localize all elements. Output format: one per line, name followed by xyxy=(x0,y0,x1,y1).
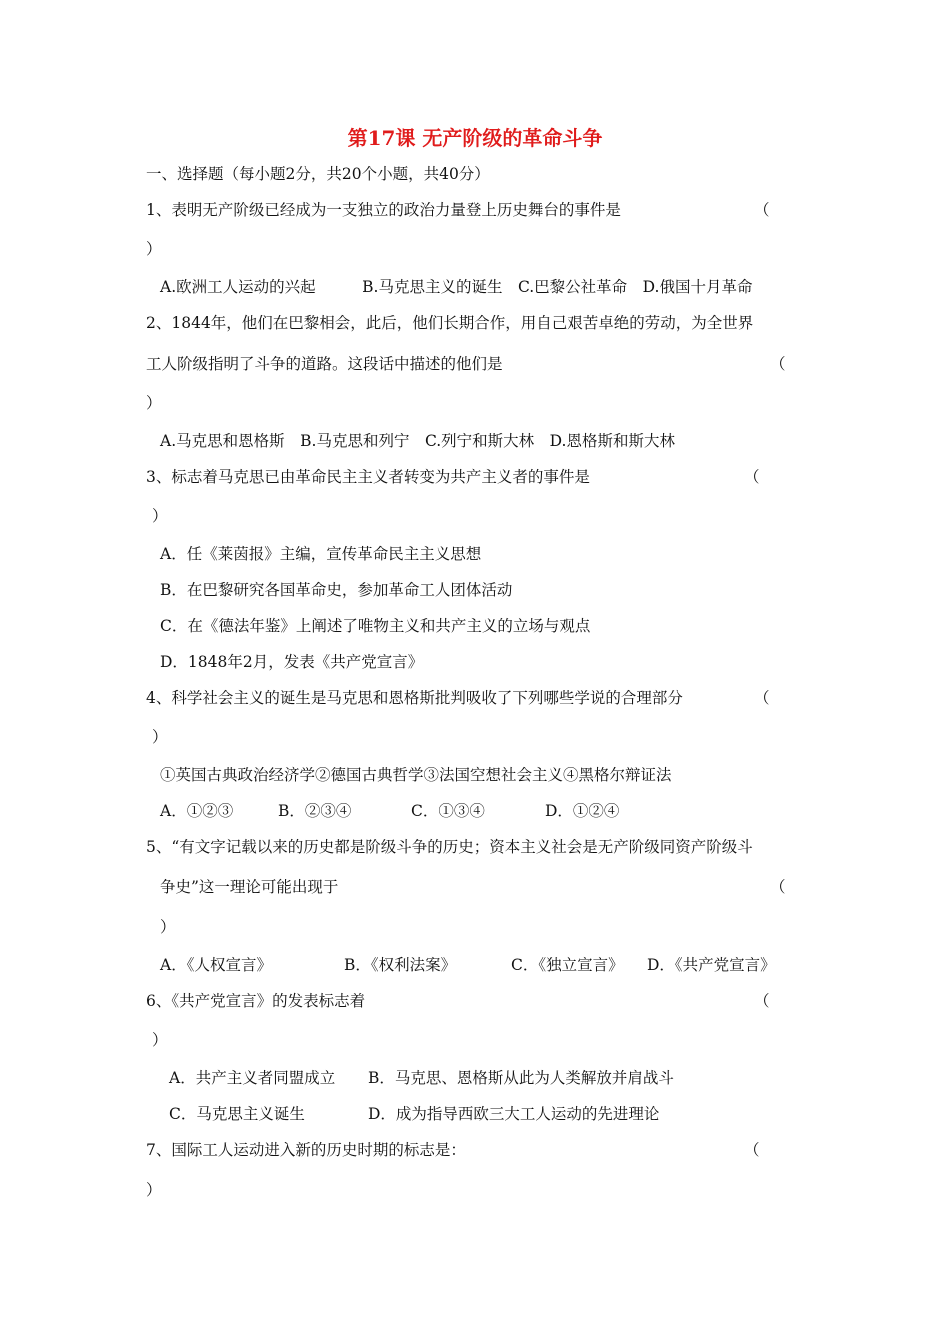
question-6-option-d: D．成为指导西欧三大工人运动的先进理论 xyxy=(368,1105,660,1123)
answer-paren-close: ） xyxy=(146,394,162,412)
question-3-option-a: A．任《莱茵报》主编，宣传革命民主主义思想 xyxy=(160,545,482,563)
question-2-options: A.马克思和恩格斯 B.马克思和列宁 C.列宁和斯大林 D.恩格斯和斯大林 xyxy=(160,432,675,450)
answer-paren-close: ） xyxy=(152,728,168,746)
question-6-option-a: A．共产主义者同盟成立 xyxy=(169,1069,336,1087)
question-5-stem-line2: 争史”这一理论可能出现于 xyxy=(160,878,339,896)
answer-paren-open: （ xyxy=(754,201,770,219)
question-7-stem: 7、国际工人运动进入新的历史时期的标志是： xyxy=(146,1141,466,1159)
answer-paren-open: （ xyxy=(770,355,786,373)
question-1-options: A.欧洲工人运动的兴起 B.马克思主义的诞生 C.巴黎公社革命 D.俄国十月革命 xyxy=(160,278,753,296)
question-1-stem: 1、表明无产阶级已经成为一支独立的政治力量登上历史舞台的事件是 xyxy=(146,201,621,219)
answer-paren-close: ） xyxy=(160,918,176,936)
question-6-option-c: C．马克思主义诞生 xyxy=(169,1105,305,1123)
answer-paren-open: （ xyxy=(744,468,760,486)
question-5-option-c: C．《独立宣言》 xyxy=(511,956,624,974)
question-5-option-b: B．《权利法案》 xyxy=(344,956,457,974)
answer-paren-close: ） xyxy=(146,1181,162,1199)
question-3-option-b: B．在巴黎研究各国革命史，参加革命工人团体活动 xyxy=(160,581,513,599)
question-5-option-d: D．《共产党宣言》 xyxy=(647,956,776,974)
answer-paren-close: ） xyxy=(152,507,168,525)
section-heading: 一、选择题（每小题2分，共20个小题，共40分） xyxy=(146,165,490,183)
question-6-option-b: B．马克思、恩格斯从此为人类解放并肩战斗 xyxy=(368,1069,674,1087)
question-4-stem: 4、科学社会主义的诞生是马克思和恩格斯批判吸收了下列哪些学说的合理部分 xyxy=(146,689,683,707)
question-5-stem-line1: 5、“有文字记载以来的历史都是阶级斗争的历史；资本主义社会是无产阶级同资产阶级斗 xyxy=(146,838,753,856)
question-4-option-b: B．②③④ xyxy=(278,802,352,820)
question-4-option-c: C．①③④ xyxy=(411,802,485,820)
answer-paren-open: （ xyxy=(744,1141,760,1159)
question-4-option-a: A．①②③ xyxy=(160,802,234,820)
answer-paren-open: （ xyxy=(754,992,770,1010)
question-2-stem-line2: 工人阶级指明了斗争的道路。这段话中描述的他们是 xyxy=(146,355,503,373)
question-5-option-a: A．《人权宣言》 xyxy=(160,956,272,974)
answer-paren-close: ） xyxy=(146,240,162,258)
answer-paren-open: （ xyxy=(770,878,786,896)
question-3-stem: 3、标志着马克思已由革命民主主义者转变为共产主义者的事件是 xyxy=(146,468,590,486)
question-3-option-d: D．1848年2月，发表《共产党宣言》 xyxy=(160,653,424,671)
question-4-option-d: D．①②④ xyxy=(545,802,620,820)
question-3-option-c: C．在《德法年鉴》上阐述了唯物主义和共产主义的立场与观点 xyxy=(160,617,591,635)
question-4-items: ①英国古典政治经济学②德国古典哲学③法国空想社会主义④黑格尔辩证法 xyxy=(160,766,672,784)
answer-paren-open: （ xyxy=(754,689,770,707)
answer-paren-close: ） xyxy=(152,1031,168,1049)
question-6-stem: 6、《共产党宣言》的发表标志着 xyxy=(146,992,366,1010)
page-title: 第17课 无产阶级的革命斗争 xyxy=(347,126,603,150)
question-2-stem-line1: 2、1844年，他们在巴黎相会，此后，他们长期合作，用自己艰苦卓绝的劳动，为全世界 xyxy=(146,314,754,332)
